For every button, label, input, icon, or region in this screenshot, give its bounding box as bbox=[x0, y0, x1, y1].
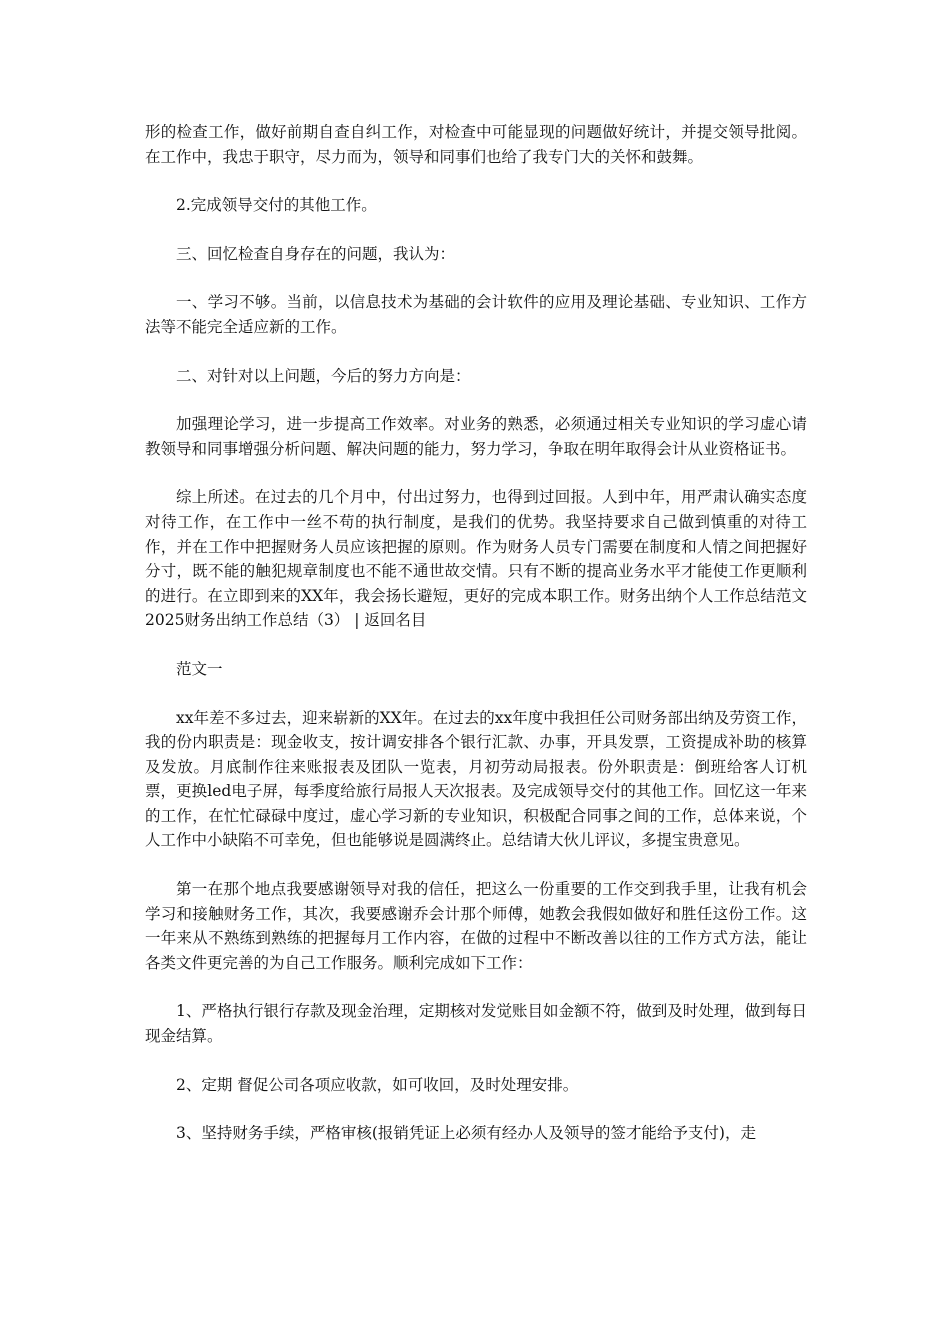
paragraph-section-three-heading: 三、回忆检查自身存在的问题，我认为： bbox=[176, 244, 456, 263]
paragraph-sample-one-heading: 范文一 bbox=[176, 659, 223, 678]
paragraph-strengthen-theory: 加强理论学习，进一步提高工作效率。对业务的熟悉，必须通过相关专业知识的学习虚心请教领导和同事增强分析问题、解决问题的能力，努力学习，争取在明年取得会计从业资格证书。 bbox=[145, 415, 807, 458]
paragraph-year-overview: xx年差不多过去，迎来崭新的XX年。在过去的xx年度中我担任公司财务部出纳及劳资工作，我的份内职责是：现金收支，按计调安排各个银行汇款、办事，开具发票，工资提成补助的核算及发放。月底制作往来账报表及团队一览表，月初劳动局报表。份外职责是：倒班给客人订机票，更换led电子屏，每季度给旅行局报人天次报表。及完成领导交付的其他工作。回忆这一年来的工作，在忙忙碌碌中度过，虚心学习新的专业知识，积极配合同事之间的工作，总体来说，个人工作中小缺陷不可幸免，但也能够说是圆满终止。总结请大伙儿评议，多提宝贵意见。 bbox=[145, 708, 807, 850]
paragraph-insufficient-study: 一、学习不够。当前，以信息技术为基础的会计软件的应用及理论基础、专业知识、工作方法等不能完全适应新的工作。 bbox=[145, 293, 807, 336]
paragraph-item-two: 2、定期 督促公司各项应收款，如可收回，及时处理安排。 bbox=[176, 1075, 579, 1094]
paragraph-item-three: 3、坚持财务手续，严格审核(报销凭证上必须有经办人及领导的签才能给予支付)，走 bbox=[176, 1124, 756, 1143]
document-page bbox=[145, 120, 807, 1146]
paragraph-future-direction-heading: 二、对针对以上问题，今后的努力方向是： bbox=[176, 366, 471, 385]
paragraph-summary: 综上所述。在过去的几个月中，付出过努力，也得到过回报。人到中年，用严肃认确实态度对待工作，在工作中一丝不苟的执行制度，是我们的优势。我坚持要求自己做到慎重的对待工作，并在工作中把握财务人员应该把握的原则。作为财务人员专门需要在制度和人情之间把握好分寸，既不能的触犯规章制度也不能不通世故交情。只有不断的提高业务水平才能使工作更顺利的进行。在立即到来的XX年，我会扬长避短，更好的完成本职工作。财务出纳个人工作总结范文2025财务出纳工作总结（3） | 返回名目 bbox=[145, 488, 807, 630]
paragraph-continued-inspection-work: 形的检查工作，做好前期自查自纠工作，对检查中可能显现的问题做好统计，并提交领导批阅。在工作中，我忠于职守，尽力而为，领导和同事们也给了我专门大的关怀和鼓舞。 bbox=[145, 123, 807, 166]
paragraph-complete-other-tasks: 2.完成领导交付的其他工作。 bbox=[176, 196, 377, 215]
paragraph-item-one: 1、严格执行银行存款及现金治理，定期核对发觉账目如金额不符，做到及时处理，做到每日现金结算。 bbox=[145, 1002, 807, 1046]
paragraph-thanks: 第一在那个地点我要感谢领导对我的信任，把这么一份重要的工作交到我手里，让我有机会学习和接触财务工作，其次，我要感谢乔会计那个师傅，她教会我假如做好和胜任这份工作。这一年来从不熟练到熟练的把握每月工作内容，在做的过程中不断改善以往的工作方式方法，能让各类文件更完善的为自己工作服务。顺利完成如下工作： bbox=[145, 880, 807, 972]
